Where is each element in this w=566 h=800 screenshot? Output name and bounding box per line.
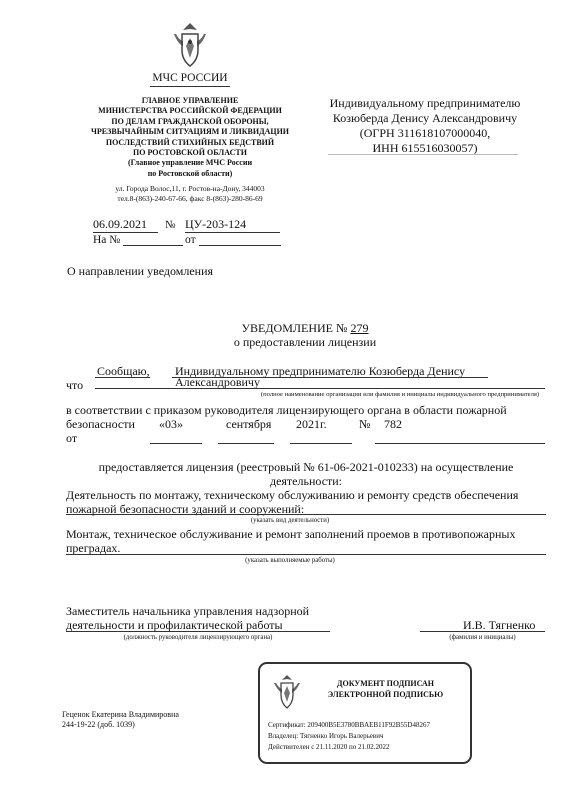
reference-row bbox=[93, 234, 283, 250]
inform-underline bbox=[95, 377, 150, 378]
signer-position-underline bbox=[66, 631, 330, 632]
org-line: ПО РОСТОВСКОЙ ОБЛАСТИ bbox=[133, 148, 247, 158]
works-line-1: Монтаж, техническое обслуживание и ремонт заполнений проемов в противопожарных bbox=[66, 527, 516, 541]
org-line: ГЛАВНОЕ УПРАВЛЕНИЕ bbox=[141, 96, 239, 105]
recipient-underline bbox=[328, 154, 518, 155]
signer-name: И.В. Тягненко bbox=[463, 618, 536, 632]
order-day-underline bbox=[150, 443, 202, 444]
recipient-block bbox=[320, 96, 530, 156]
org-line: МИНИСТЕРСТВА РОССИЙСКОЙ ФЕДЕРАЦИИ bbox=[98, 106, 282, 116]
order-safety-word: безопасности bbox=[66, 417, 135, 431]
order-day: «03» bbox=[159, 417, 183, 431]
doc-number: ЦУ-203-124 bbox=[185, 217, 280, 233]
address-line: ул. Города Волос,11, г. Ростов-на-Дону, 344003 bbox=[115, 184, 265, 193]
order-month: сентября bbox=[226, 417, 272, 431]
outgoing-number-row bbox=[93, 217, 283, 233]
signer-name-underline bbox=[420, 631, 545, 632]
stamp-validity: Действителен с 21.11.2020 по 21.02.2022 bbox=[268, 743, 390, 751]
org-line: ПОСЛЕДСТВИЙ СТИХИЙНЫХ БЕДСТВИЙ bbox=[105, 137, 275, 147]
signer-position-2: деятельности и профилактической работы bbox=[66, 618, 283, 632]
activity-line-2: пожарной безопасности зданий и сооружений: bbox=[66, 502, 305, 516]
executor-phone: 244-19-22 (доб. 1039) bbox=[62, 720, 135, 729]
granted-line-2: деятельности: bbox=[269, 474, 343, 488]
order-number-sign: № bbox=[359, 417, 371, 431]
stamp-certificate: Сертификат: 209400B5E3780BBAEB11F92B55D48267 bbox=[268, 721, 430, 729]
signer-name-caption: (фамилия и инициалы) bbox=[449, 634, 516, 641]
org-line: по Ростовской области) bbox=[147, 168, 233, 178]
stamp-title-line: ЭЛЕКТРОННОЙ ПОДПИСЬЮ bbox=[327, 690, 444, 699]
ref-number-label: На № bbox=[93, 234, 121, 246]
order-number-underline bbox=[375, 443, 545, 444]
works-underline bbox=[66, 554, 546, 555]
mchs-emblem-icon bbox=[170, 20, 210, 70]
ref-number-blank bbox=[123, 245, 183, 246]
org-line: (Главное управление МЧС России bbox=[127, 158, 253, 168]
order-year-underline bbox=[290, 443, 352, 444]
licensee-underline-2 bbox=[95, 388, 545, 389]
agency-name: МЧС РОССИИ bbox=[152, 72, 228, 84]
org-address bbox=[85, 184, 295, 204]
order-line-1: в соответствии с приказом руководителя лицензирующего органа в области пожарной bbox=[66, 403, 507, 417]
stamp-title bbox=[308, 678, 463, 700]
licensee-line-2: Александровичу bbox=[175, 375, 260, 389]
ref-date-blank bbox=[199, 245, 281, 246]
order-number: 782 bbox=[384, 417, 402, 431]
notice-title bbox=[180, 321, 430, 336]
inform-word: Сообщаю, bbox=[97, 364, 150, 378]
stamp-title-line: ДОКУМЕНТ ПОДПИСАН bbox=[336, 679, 435, 688]
ref-from-label: от bbox=[185, 234, 196, 246]
order-year: 2021г. bbox=[296, 417, 327, 431]
order-line-2 bbox=[66, 417, 556, 433]
org-name-block bbox=[85, 96, 295, 179]
recipient-line: Индивидуальному предпринимателю bbox=[329, 96, 521, 110]
subject: О направлении уведомления bbox=[67, 264, 214, 278]
org-line: ПО ДЕЛАМ ГРАЖДАНСКОЙ ОБОРОНЫ, bbox=[111, 116, 269, 126]
inform-that: что bbox=[66, 378, 84, 392]
activity-caption: (указать вид деятельности) bbox=[250, 517, 330, 524]
executor-name: Геценок Екатерина Владимировна bbox=[62, 710, 179, 719]
address-line: тел.8-(863)-240-67-66, факс 8-(863)-280-86-69 bbox=[117, 194, 263, 203]
order-month-underline bbox=[218, 443, 274, 444]
org-line: ЧРЕЗВЫЧАЙНЫМ СИТУАЦИЯМ И ЛИКВИДАЦИИ bbox=[90, 127, 290, 137]
executor-block bbox=[62, 710, 179, 730]
activity-underline bbox=[66, 514, 546, 515]
notice-subtitle: о предоставлении лицензии bbox=[233, 335, 377, 349]
stamp-details bbox=[268, 720, 430, 753]
doc-date: 06.09.2021 bbox=[93, 217, 158, 233]
recipient-line: (ОГРН 311618107000040, bbox=[359, 126, 491, 140]
notice-title-prefix: УВЕДОМЛЕНИЕ № bbox=[241, 321, 348, 335]
stamp-owner: Владелец: Тягненко Игорь Валерьевич bbox=[268, 732, 384, 740]
granted-line-1: предоставляется лицензия (реестровый № 61-06-2021-010233) на осуществление bbox=[98, 460, 514, 474]
notice-number: 279 bbox=[350, 321, 369, 335]
licensee-caption: (полное наименование организации или фамилия и инициалы индивидуального предпринимателя) bbox=[260, 391, 540, 398]
recipient-line: Козюберда Денису Александровичу bbox=[332, 111, 518, 125]
recipient-line: ИНН 615516030057) bbox=[372, 141, 478, 155]
licensee-line-1: Индивидуальному предпринимателю Козюберда Денису bbox=[175, 364, 466, 378]
works-caption: (указать выполняемые работы) bbox=[245, 557, 335, 564]
order-from: от bbox=[66, 431, 78, 445]
agency-divider bbox=[150, 86, 230, 87]
stamp-emblem-icon bbox=[272, 673, 302, 711]
number-sign: № bbox=[165, 219, 176, 231]
activity-line-1: Деятельность по монтажу, техническому обслуживанию и ремонту средств обеспечения bbox=[66, 488, 519, 502]
signer-position-1: Заместитель начальника управления надзорной bbox=[66, 604, 310, 618]
signer-position-caption: (должность руководителя лицензирующего органа) bbox=[123, 634, 273, 641]
e-signature-stamp bbox=[258, 662, 472, 764]
works-line-2: преградах. bbox=[66, 541, 121, 555]
